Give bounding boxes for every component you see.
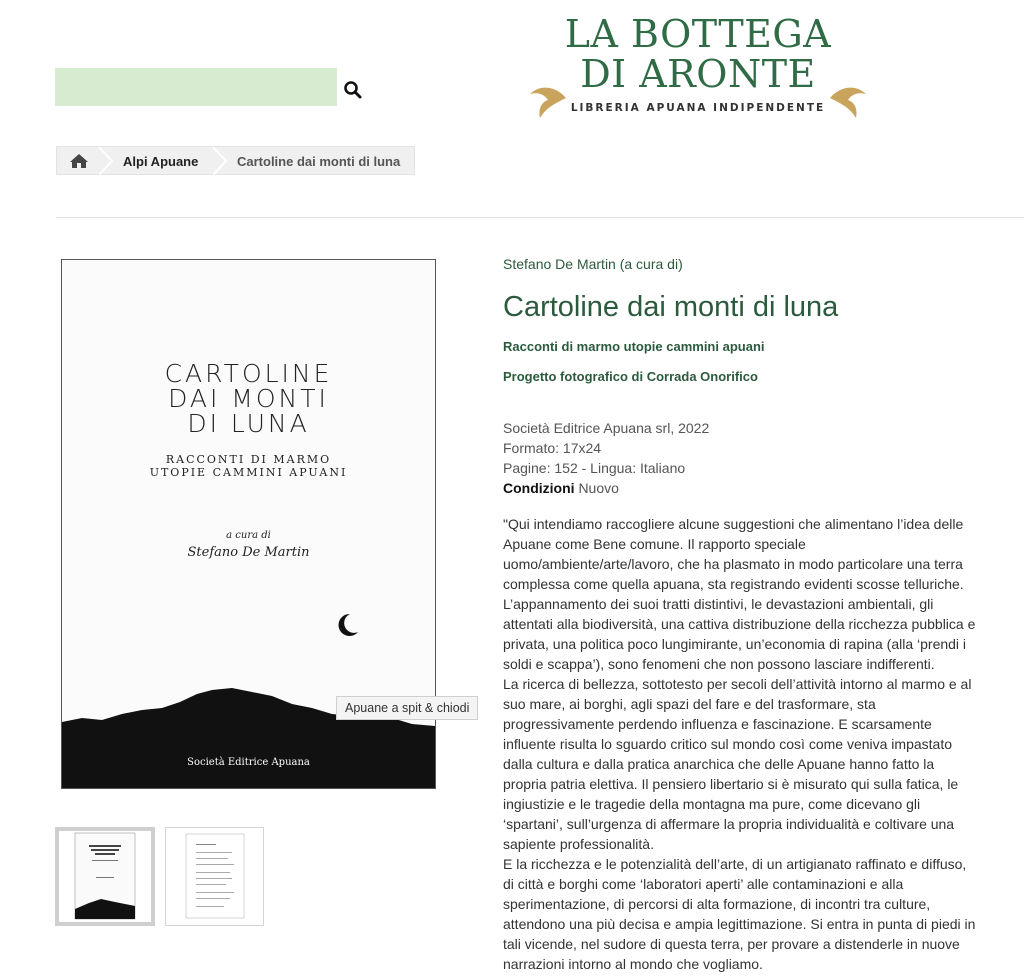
search-input[interactable] xyxy=(55,68,337,106)
site-logo[interactable] xyxy=(520,8,876,123)
divider xyxy=(56,217,1024,218)
condition-label: Condizioni xyxy=(503,480,575,496)
cover-author: Stefano De Martin xyxy=(187,545,310,560)
cover-subtitle-line: RACCONTI DI MARMO xyxy=(165,453,332,466)
breadcrumb-separator xyxy=(213,147,227,175)
breadcrumb-current: Cartoline dai monti di luna xyxy=(237,154,401,169)
thumbnail-cover-image xyxy=(59,831,151,922)
product-photo-credit: Progetto fotografico di Corrada Onorifico xyxy=(503,369,758,384)
product-pages: Pagine: 152 - Lingua: Italiano xyxy=(503,460,686,476)
product-title: Cartoline dai monti di luna xyxy=(503,291,839,323)
thumbnail-cover[interactable] xyxy=(55,827,155,926)
condition-value: Nuovo xyxy=(578,480,619,496)
product-subtitle: Racconti di marmo utopie cammini apuani xyxy=(503,339,765,354)
moon-icon xyxy=(334,612,360,638)
cover-publisher: Società Editrice Apuana xyxy=(187,757,310,768)
home-icon[interactable] xyxy=(69,153,89,169)
ornament-left-icon xyxy=(526,78,570,122)
product-format: Formato: 17x24 xyxy=(503,440,602,456)
breadcrumb-separator xyxy=(99,147,113,175)
ornament-right-icon xyxy=(826,78,870,122)
description-paragraph: "Qui intendiamo raccogliere alcune suggestioni che alimentano l’idea delle Apuane come Bene comune. Il rapporto speciale uomo/ambiente/arte/lavoro, che ha plasmato in modo particolare una terra complessa come quella apuana, sta registrando evidenti scosse telluriche. L’appannamento dei suoi tratti distintivi, le devastazioni ambientali, gli attentati alla biodiversità, una cattiva distribuzione della ricchezza pubblica e privata, una politica poco lungimirante, un’economia di rapina (alla ‘prendi i soldi e scappa’), sono fenomeni che non possono lasciare indifferenti. xyxy=(503,516,976,672)
product-description xyxy=(503,514,978,974)
thumbnail-index-image xyxy=(166,828,263,925)
cover-a-cura: a cura di xyxy=(226,530,271,541)
breadcrumb xyxy=(56,146,415,175)
search-icon[interactable] xyxy=(343,80,363,100)
description-paragraph: E la ricchezza e le potenzialità dell’arte, di un artigianato raffinato e diffuso, di città e borghi come ‘laboratori aperti’ alle contaminazioni e alla sperimentazione, di percorsi di alta formazione, di incontri tra culture, attendono una più decisa e ampia legittimazione. Si entra in punta di piedi in tali vicende, nel sudore di questa terra, per provare a distenderle in nuove narrazioni intorno al mondo che vogliamo. xyxy=(503,856,976,972)
cover-title-line: DI LUNA xyxy=(187,409,310,438)
cover-title-line: CARTOLINE xyxy=(164,359,333,388)
description-paragraph: La ricerca di bellezza, sottotesto per secoli dell’attività intorno al marmo e al suo mare, ai borghi, agli spazi del fare e del trasformare, sta progressivamente perdendo influenza e fascinazione. E scarsamente influente risulta lo sguardo critico sul mondo così come veniva impastato dalla cultura e dalla pratica anarchica che delle Apuane hanno fatto la propria patria elettiva. Il pensiero libertario si è misurato qui sulla fatica, le ingiustizie e le tragedie della montagna ma pure, come dicevano gli ‘spartani’, sull’urgenza di affermare la propria individualità e coltivare una sapiente professionalità. xyxy=(503,676,972,852)
cover-subtitle-line: UTOPIE CAMMINI APUANI xyxy=(149,466,348,479)
product-publisher: Società Editrice Apuana srl, 2022 xyxy=(503,420,710,436)
product-condition xyxy=(503,480,619,496)
breadcrumb-link-alpi-apuane[interactable]: Alpi Apuane xyxy=(123,154,199,169)
product-author[interactable]: Stefano De Martin (a cura di) xyxy=(503,256,683,272)
thumbnail-index-page[interactable] xyxy=(165,827,264,926)
cover-title-line: DAI MONTI xyxy=(168,384,329,413)
logo-title-line1: LA BOTTEGA xyxy=(564,12,832,56)
logo-title-line2: DI ARONTE xyxy=(580,52,816,96)
tooltip: Apuane a spit & chiodi xyxy=(336,696,478,720)
logo-tagline: LIBRERIA APUANA INDIPENDENTE xyxy=(570,102,826,114)
